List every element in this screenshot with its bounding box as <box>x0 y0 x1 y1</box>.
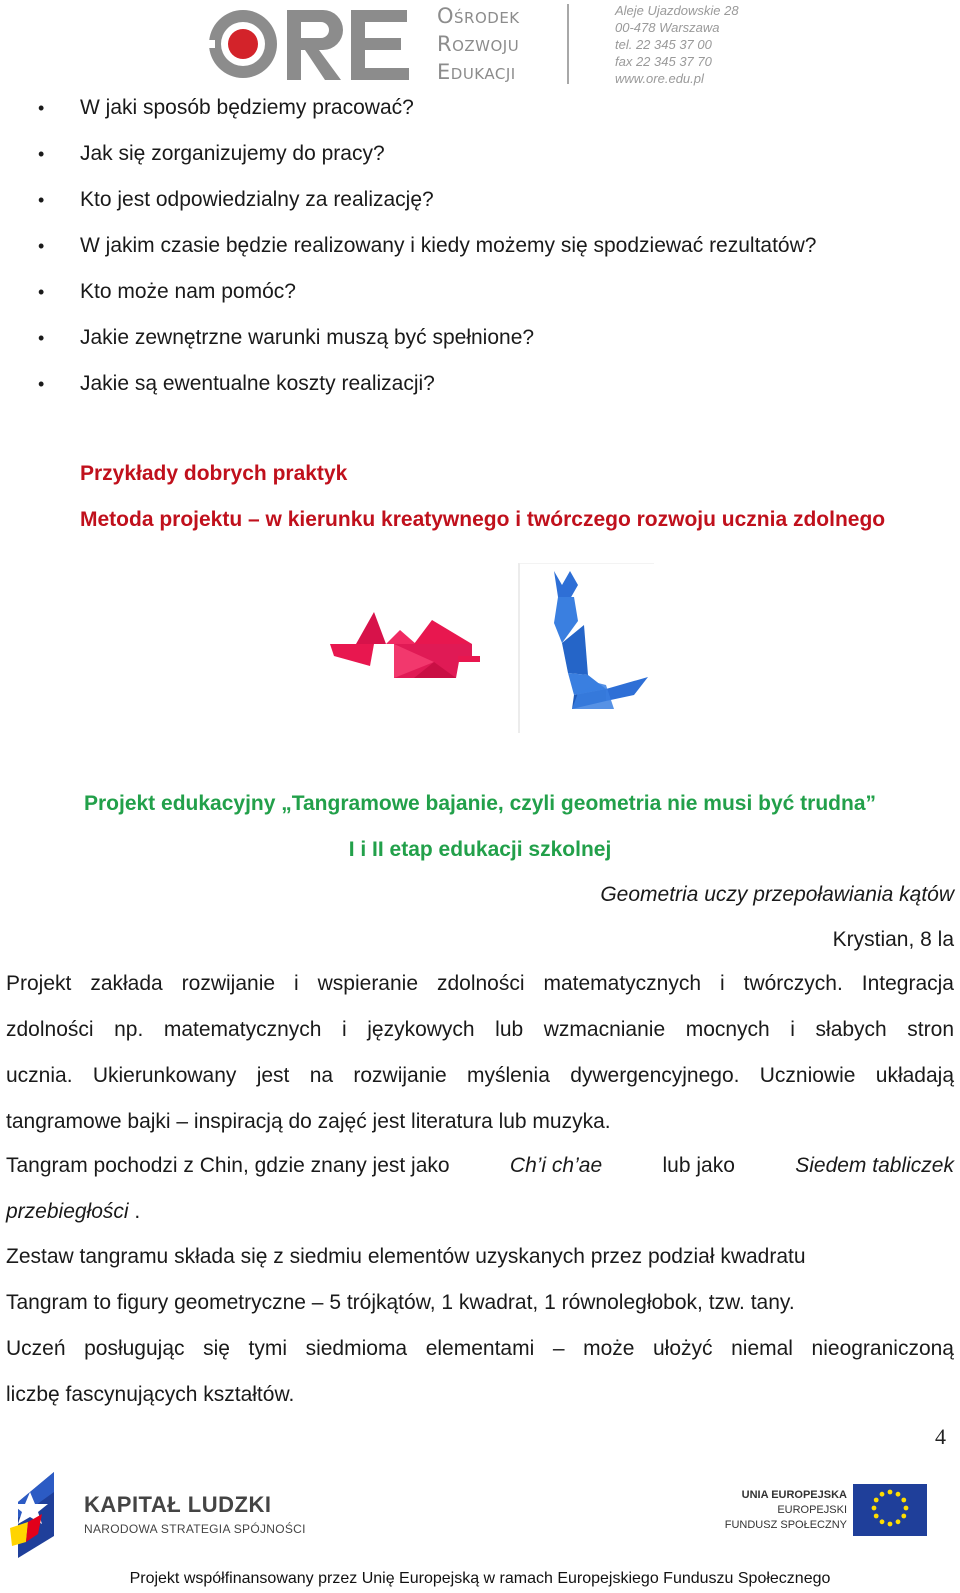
list-item <box>0 180 960 226</box>
ore-org-line: Rozwoju <box>437 32 520 56</box>
student-quote: Geometria uczy przepoławiania kątów <box>600 883 954 906</box>
list-item-text: Jakie są ewentualne koszty realizacji? <box>80 372 435 395</box>
origin-text: Tangram pochodzi z Chin, gdzie znany jest jako <box>6 1154 450 1177</box>
paragraph-line: Uczeń posługując się tymi siedmioma elementami – może ułożyć niemal nieograniczoną <box>6 1337 954 1360</box>
tangram-set-paragraph <box>6 1234 954 1418</box>
origin-text-end: . <box>128 1200 141 1223</box>
bullet-icon: • <box>38 144 45 164</box>
eu-text <box>725 1488 847 1533</box>
bullet-icon: • <box>38 282 45 302</box>
list-item-text: W jakim czasie będzie realizowany i kiedy możemy się spodziewać rezultatów? <box>80 234 817 257</box>
project-title: Projekt edukacyjny „Tangramowe bajanie, czyli geometria nie musi być trudna” <box>83 792 877 815</box>
paragraph-line: ucznia. Ukierunkowany jest na rozwijanie myślenia dywergencyjnego. Uczniowie układają <box>6 1064 954 1087</box>
bullet-icon: • <box>38 98 45 118</box>
header-divider <box>567 4 569 84</box>
project-description <box>6 961 954 1145</box>
bullet-icon: • <box>38 190 45 210</box>
chinese-name: Ch’i ch’ae <box>509 1154 603 1177</box>
kapital-ludzki-title: KAPITAŁ LUDZKI <box>84 1492 272 1517</box>
alt-name-end: przebiegłości <box>6 1200 129 1223</box>
tangram-cat-image <box>518 563 658 733</box>
bullet-icon: • <box>38 328 45 348</box>
list-item <box>0 318 960 364</box>
tangram-origin-paragraph <box>6 1143 954 1235</box>
list-item <box>0 226 960 272</box>
address-line: fax 22 345 37 70 <box>615 54 712 69</box>
list-item <box>0 134 960 180</box>
bullet-icon: • <box>38 236 45 256</box>
paragraph-line: liczbę fascynujących kształtów. <box>6 1383 295 1406</box>
kapital-ludzki-logo <box>8 1472 306 1564</box>
kapital-ludzki-subtitle: NARODOWA STRATEGIA SPÓJNOŚCI <box>84 1522 306 1536</box>
address-line: Aleje Ujazdowskie 28 <box>615 3 739 18</box>
address-line: www.ore.edu.pl <box>615 71 704 86</box>
paragraph-line: Tangram to figury geometryczne – 5 trójkątów, 1 kwadrat, 1 równoległobok, tzw. tany. <box>6 1291 795 1314</box>
alt-name: Siedem tabliczek <box>795 1154 954 1177</box>
page-header <box>0 0 960 92</box>
footer-cofinancing-note: Projekt współfinansowany przez Unię Europejską w ramach Europejskiego Funduszu Społecznego <box>129 1570 831 1587</box>
list-item <box>0 88 960 134</box>
list-item-text: Jakie zewnętrzne warunki muszą być spełnione? <box>80 326 535 349</box>
tangram-house-image <box>330 608 480 690</box>
quote-author: Krystian, 8 la <box>832 928 954 951</box>
paragraph-line: tangramowe bajki – inspiracją do zajęć jest literatura lub muzyka. <box>6 1110 611 1133</box>
ore-org-line: Edukacji <box>437 60 516 84</box>
list-item <box>0 364 960 410</box>
ore-org-name <box>437 2 520 86</box>
address-line: 00-478 Warszawa <box>615 20 720 35</box>
bullet-icon: • <box>38 374 45 394</box>
list-item <box>0 272 960 318</box>
eu-line: UNIA EUROPEJSKA <box>741 1489 847 1501</box>
eu-flag-icon <box>853 1484 927 1536</box>
list-item-text: Kto może nam pomóc? <box>80 280 296 303</box>
eu-line: EUROPEJSKI <box>777 1504 847 1516</box>
page-number: 4 <box>935 1424 946 1449</box>
ore-address <box>615 2 739 87</box>
origin-text-mid: lub jako <box>662 1154 735 1177</box>
address-line: tel. 22 345 37 00 <box>615 37 712 52</box>
paragraph-line: Zestaw tangramu składa się z siedmiu elementów uzyskanych przez podział kwadratu <box>6 1245 806 1268</box>
eu-line: FUNDUSZ SPOŁECZNY <box>724 1519 847 1531</box>
paragraph-line: zdolności np. matematycznych i językowych lub wzmacnianie mocnych i słabych stron <box>6 1018 954 1041</box>
paragraph-line: Projekt zakłada rozwijanie i wspieranie zdolności matematycznych i twórczych. Integracja <box>6 972 954 995</box>
question-list <box>0 88 960 410</box>
list-item-text: Kto jest odpowiedzialny za realizację? <box>80 188 434 211</box>
list-item-text: Jak się zorganizujemy do pracy? <box>80 142 385 165</box>
project-stage: I i II etap edukacji szkolnej <box>348 838 612 861</box>
eu-logo <box>724 1484 955 1554</box>
ore-logo <box>205 4 415 84</box>
ore-org-line: Ośrodek <box>437 4 520 28</box>
section-heading: Przykłady dobrych praktyk <box>80 462 348 485</box>
kapital-ludzki-emblem-icon <box>8 1472 74 1558</box>
section-subheading: Metoda projektu – w kierunku kreatywnego i twórczego rozwoju ucznia zdolnego <box>80 508 886 531</box>
list-item-text: W jaki sposób będziemy pracować? <box>80 96 414 119</box>
